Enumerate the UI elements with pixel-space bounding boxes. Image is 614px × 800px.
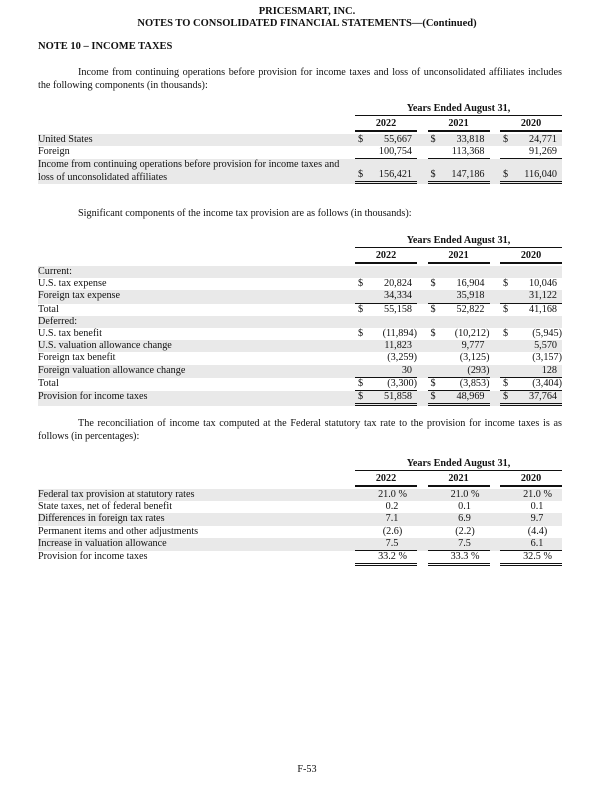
- value-cell: [355, 134, 417, 146]
- row-label: Federal tax provision at statutory rates: [38, 489, 195, 500]
- value: 55,158: [383, 303, 412, 315]
- value-cell: [500, 328, 562, 340]
- value: 11,823: [384, 340, 412, 352]
- year-header: 2020: [500, 250, 562, 264]
- tax-provision-table: [38, 235, 562, 406]
- currency-symbol: $: [430, 134, 436, 145]
- currency-symbol: $: [503, 303, 509, 315]
- value-cell: [428, 526, 490, 538]
- value: 10,046: [528, 278, 557, 290]
- row-label: Foreign tax benefit: [38, 352, 116, 364]
- value-cell: [355, 365, 417, 378]
- period-header: Years Ended August 31,: [355, 235, 562, 248]
- value-cell: [500, 290, 562, 303]
- value-cell: [500, 278, 562, 290]
- value: (293): [467, 364, 490, 376]
- currency-symbol: $: [430, 391, 436, 403]
- value-cell: [355, 501, 417, 513]
- value: 116,040: [524, 168, 557, 180]
- rate-reconciliation-table: [38, 458, 562, 566]
- year-header: 2021: [428, 250, 490, 264]
- value: 5,570: [534, 340, 557, 352]
- value-cell: [428, 304, 490, 316]
- value-cell: [355, 328, 417, 340]
- value-cell: [500, 489, 562, 501]
- value-cell: [500, 340, 562, 352]
- value: 21.0 %: [378, 489, 407, 500]
- value: 55,667: [383, 134, 412, 145]
- table-row: [38, 266, 562, 278]
- row-label: U.S. tax expense: [38, 278, 107, 290]
- table-row: [38, 340, 562, 352]
- income-components-table: [38, 103, 562, 184]
- value: (4.4): [527, 525, 548, 537]
- currency-symbol: $: [430, 328, 436, 340]
- value-cell: [500, 134, 562, 146]
- currency-symbol: $: [503, 377, 509, 389]
- value: 33.3 %: [450, 551, 480, 563]
- row-label: Current:: [38, 266, 72, 277]
- paragraph-provision-components: Significant components of the income tax provision are as follows (in thousands):: [78, 208, 412, 219]
- value: (3,853): [459, 377, 490, 389]
- table-row: [38, 526, 562, 538]
- value-cell: [500, 352, 562, 364]
- value: 0.1: [458, 501, 471, 513]
- paragraph-reconciliation: The reconciliation of income tax computed at the Federal statutory tax rate to the provision for income taxes is as follows (in percentages):: [38, 418, 562, 442]
- value-cell: [500, 378, 562, 391]
- currency-symbol: $: [358, 168, 364, 180]
- row-label: Foreign valuation allowance change: [38, 364, 186, 376]
- value-cell: [428, 266, 490, 278]
- value: 52,822: [456, 303, 485, 315]
- table-row: [38, 501, 562, 513]
- row-label: Increase in valuation allowance: [38, 537, 167, 549]
- value: (3,404): [532, 377, 562, 389]
- row-label: Deferred:: [38, 315, 78, 327]
- value-cell: [355, 391, 417, 406]
- value-cell: [428, 328, 490, 340]
- value-cell: [500, 266, 562, 278]
- value-cell: [500, 146, 562, 159]
- value-cell: [355, 538, 417, 551]
- value-cell: [355, 290, 417, 303]
- row-label: Foreign tax expense: [38, 290, 121, 302]
- value: 32.5 %: [523, 551, 552, 563]
- value-cell: [428, 513, 490, 525]
- value-cell: [428, 146, 490, 159]
- value: 16,904: [456, 278, 485, 290]
- value: 7.5: [385, 537, 399, 549]
- row-label: Foreign: [38, 146, 70, 158]
- page-subtitle: NOTES TO CONSOLIDATED FINANCIAL STATEMENTS—(Continued): [137, 18, 477, 29]
- value-cell: [355, 378, 417, 391]
- currency-symbol: $: [358, 377, 364, 389]
- value-cell: [428, 134, 490, 146]
- value-cell: [428, 278, 490, 290]
- value: 9,777: [461, 340, 485, 352]
- table-row: [38, 538, 562, 551]
- value: (3,300): [387, 377, 417, 389]
- company-name: PRICESMART, INC.: [258, 6, 356, 17]
- value: 30: [401, 364, 412, 376]
- currency-symbol: $: [430, 303, 436, 315]
- row-label: State taxes, net of federal benefit: [38, 501, 173, 513]
- year-header: 2020: [500, 473, 562, 487]
- year-header: 2021: [428, 473, 490, 487]
- value: 33,818: [456, 134, 485, 145]
- row-label: Total: [38, 303, 59, 315]
- table-row: [38, 278, 562, 290]
- value-cell: [500, 391, 562, 406]
- value-cell: [500, 501, 562, 513]
- value: (5,945): [532, 328, 562, 340]
- row-label: Permanent items and other adjustments: [38, 525, 199, 537]
- table-row: [38, 391, 562, 406]
- value-cell: [500, 538, 562, 551]
- table-row: [38, 134, 562, 146]
- value-cell: [355, 304, 417, 316]
- value: 156,421: [378, 168, 412, 180]
- table-row: [38, 316, 562, 328]
- currency-symbol: $: [503, 391, 509, 403]
- currency-symbol: $: [358, 391, 364, 403]
- row-label: Provision for income taxes: [38, 391, 148, 403]
- row-label: Provision for income taxes: [38, 551, 148, 563]
- value-cell: [428, 551, 490, 566]
- table-row: [38, 159, 562, 183]
- table-row: [38, 513, 562, 525]
- table-row: [38, 352, 562, 364]
- value-cell: [500, 316, 562, 328]
- value: 37,764: [528, 391, 557, 403]
- value: 100,754: [378, 146, 412, 158]
- value: 7.5: [458, 537, 471, 549]
- value-cell: [500, 526, 562, 538]
- value-cell: [355, 489, 417, 501]
- value-cell: [355, 159, 417, 183]
- currency-symbol: $: [430, 278, 436, 290]
- table-row: [38, 328, 562, 340]
- currency-symbol: $: [358, 328, 364, 340]
- value-cell: [500, 304, 562, 316]
- value: 35,918: [456, 290, 485, 302]
- currency-symbol: $: [503, 168, 509, 180]
- table-row: [38, 365, 562, 378]
- value: 7.1: [385, 513, 399, 525]
- period-header: Years Ended August 31,: [355, 458, 562, 471]
- value-cell: [355, 146, 417, 159]
- value-cell: [500, 159, 562, 183]
- value-cell: [355, 316, 417, 328]
- value-cell: [355, 278, 417, 290]
- value: 113,368: [451, 146, 485, 158]
- value: (3,259): [387, 352, 417, 364]
- value-cell: [355, 352, 417, 364]
- value-cell: [355, 513, 417, 525]
- row-label: Total: [38, 377, 59, 389]
- value: 34,334: [383, 290, 412, 302]
- value: (3,125): [459, 352, 490, 364]
- table-row: [38, 378, 562, 391]
- currency-symbol: $: [358, 134, 364, 145]
- paragraph-income-components: Income from continuing operations before provision for income taxes and loss of unconsolidated affiliates includes the following components (in thousands):: [38, 67, 562, 91]
- value-cell: [355, 526, 417, 538]
- table-row: [38, 489, 562, 501]
- value-cell: [428, 538, 490, 551]
- currency-symbol: $: [430, 377, 436, 389]
- value: (2.6): [382, 525, 403, 537]
- value: 33.2 %: [378, 551, 407, 563]
- value: 21.0 %: [450, 489, 480, 500]
- currency-symbol: $: [503, 278, 509, 290]
- value-cell: [355, 340, 417, 352]
- year-header: 2022: [355, 118, 417, 132]
- note-title: NOTE 10 – INCOME TAXES: [38, 41, 173, 52]
- row-label: U.S. valuation allowance change: [38, 340, 172, 352]
- value-cell: [500, 513, 562, 525]
- value-cell: [428, 378, 490, 391]
- value: 31,122: [528, 290, 557, 302]
- year-header: 2021: [428, 118, 490, 132]
- value: 0.1: [530, 501, 544, 513]
- value-cell: [428, 489, 490, 501]
- value: 6.9: [458, 513, 471, 525]
- year-headers: [355, 473, 562, 487]
- value: 51,858: [383, 391, 412, 403]
- value: 48,969: [456, 391, 485, 403]
- table-row: [38, 304, 562, 316]
- value: 20,824: [383, 278, 412, 290]
- year-headers: [355, 250, 562, 264]
- value-cell: [428, 352, 490, 364]
- value: 41,168: [528, 303, 557, 315]
- row-label: United States: [38, 134, 93, 145]
- value: 6.1: [530, 537, 544, 549]
- currency-symbol: $: [503, 134, 509, 145]
- table-row: [38, 290, 562, 303]
- period-header: Years Ended August 31,: [355, 103, 562, 116]
- value-cell: [355, 551, 417, 566]
- value: 9.7: [530, 513, 544, 525]
- currency-symbol: $: [358, 278, 364, 290]
- value: 21.0 %: [523, 489, 552, 500]
- year-header: 2022: [355, 473, 417, 487]
- value-cell: [428, 316, 490, 328]
- value: (10,212): [454, 328, 490, 340]
- year-header: 2022: [355, 250, 417, 264]
- currency-symbol: $: [358, 303, 364, 315]
- row-label: Differences in foreign tax rates: [38, 513, 165, 525]
- value-cell: [500, 365, 562, 378]
- table-row: [38, 146, 562, 159]
- value-cell: [355, 266, 417, 278]
- value-cell: [428, 365, 490, 378]
- value-cell: [428, 501, 490, 513]
- currency-symbol: $: [503, 328, 509, 340]
- value: 0.2: [385, 501, 399, 513]
- value-cell: [428, 290, 490, 303]
- currency-symbol: $: [430, 168, 436, 180]
- table-row: [38, 551, 562, 566]
- value: 91,269: [528, 146, 557, 158]
- year-headers: [355, 118, 562, 132]
- value-cell: [428, 159, 490, 183]
- value: 24,771: [528, 134, 557, 145]
- row-label: Income from continuing operations before provision for income taxes and loss of unconsolidated affiliates: [38, 159, 340, 183]
- value: 147,186: [451, 168, 485, 180]
- value: (3,157): [532, 352, 562, 364]
- value: 128: [541, 364, 557, 376]
- value: (2.2): [455, 525, 475, 537]
- value: (11,894): [382, 328, 417, 340]
- value-cell: [500, 551, 562, 566]
- value-cell: [428, 340, 490, 352]
- value-cell: [428, 391, 490, 406]
- row-label: U.S. tax benefit: [38, 328, 102, 340]
- year-header: 2020: [500, 118, 562, 132]
- page-number: F-53: [297, 764, 317, 775]
